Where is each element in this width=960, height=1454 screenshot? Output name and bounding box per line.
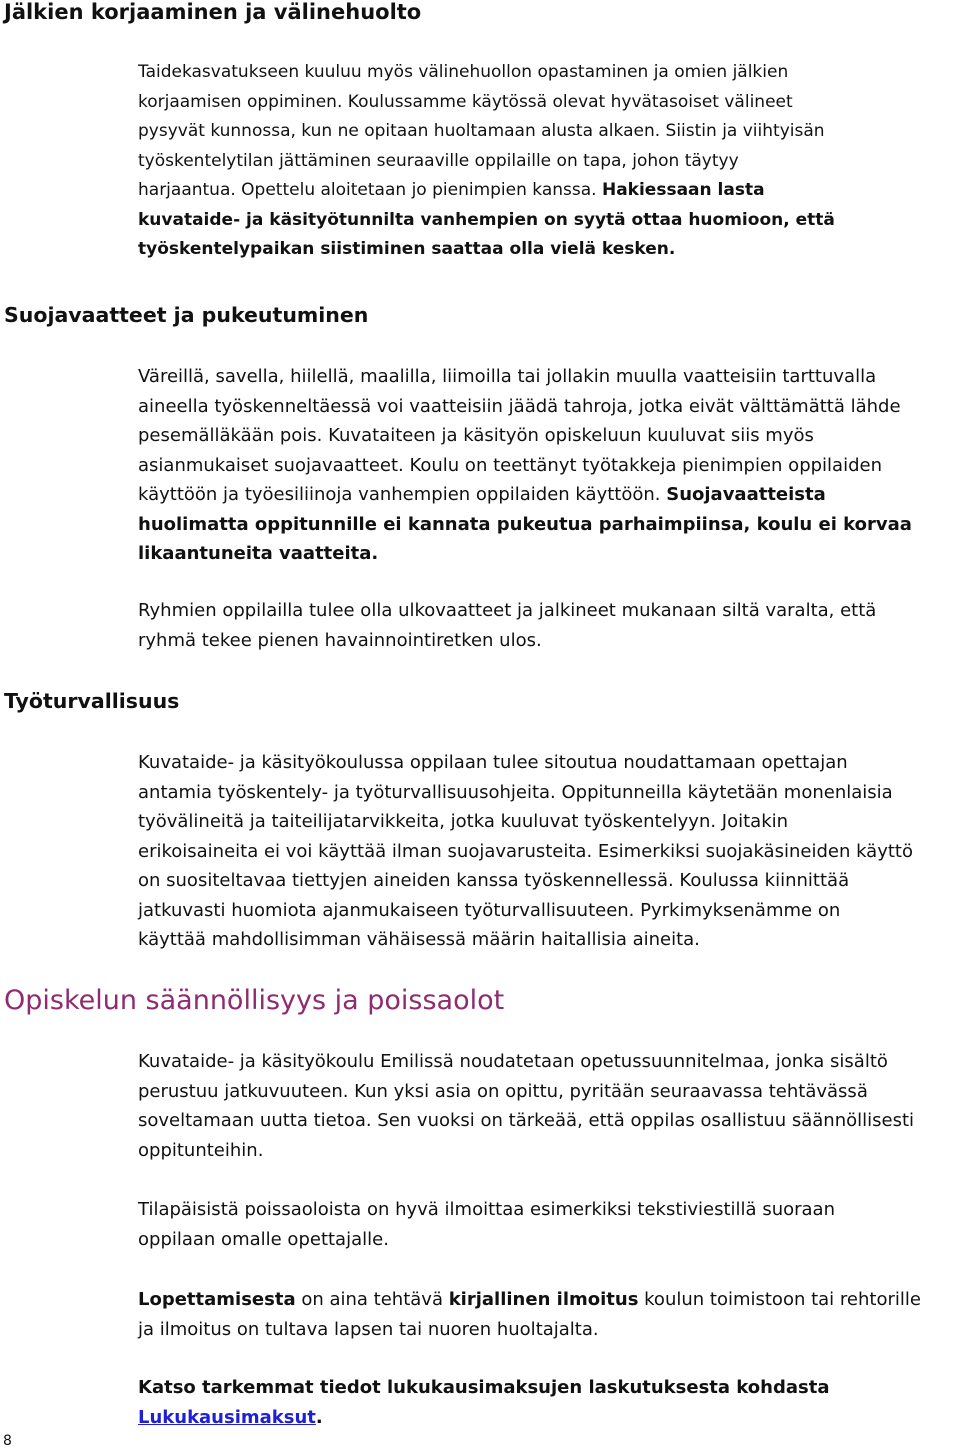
section4-paragraph-2 bbox=[138, 1195, 960, 1254]
section4-paragraph-1 bbox=[138, 1047, 960, 1165]
text-line: on suositeltavaa tiettyjen aineiden kanssa työskennellessä. Koulussa kiinnittää bbox=[138, 870, 850, 891]
text-line: Tilapäisistä poissaoloista on hyvä ilmoittaa esimerkiksi tekstiviestillä suoraan bbox=[138, 1199, 835, 1220]
text-line: erikoisaineita ei voi käyttää ilman suojavarusteita. Esimerkiksi suojakäsineiden käyttö bbox=[138, 840, 913, 862]
text-line: jatkuvasti huomiota ajanmukaiseen työturvallisuuteen. Pyrkimyksenämme on bbox=[138, 899, 841, 921]
text-run: käyttöön ja työesiliinoja vanhempien oppilaiden käyttöön. bbox=[138, 484, 661, 505]
text-line: Kuvataide- ja käsityökoulu Emilissä noudatetaan opetussuunnitelmaa, jonka sisältö bbox=[138, 1051, 888, 1072]
page-number: 8 bbox=[3, 1433, 12, 1449]
text-line bbox=[138, 176, 960, 206]
bold-notice: Suojavaatteista bbox=[666, 484, 826, 505]
bold-term: Lopettamisesta bbox=[138, 1289, 296, 1310]
section-title-suojavaatteet: Suojavaatteet ja pukeutuminen bbox=[4, 303, 369, 327]
section4-paragraph-4 bbox=[138, 1373, 960, 1432]
text-line: työskentelytilan jättäminen seuraaville oppilaille on tapa, johon täytyy bbox=[138, 150, 739, 171]
section2-paragraph-2 bbox=[138, 596, 960, 655]
text-line: työvälineitä ja taiteilijatarvikkeita, jotka kuuluvat työskentelyyn. Joitakin bbox=[138, 811, 789, 832]
bold-text: Katso tarkemmat tiedot lukukausimaksujen laskutuksesta kohdasta bbox=[138, 1377, 830, 1398]
text-line: pysyvät kunnossa, kun ne opitaan huoltamaan alusta alkaen. Siistin ja viihtyisän bbox=[138, 121, 825, 141]
text-line: oppilaan omalle opettajalle. bbox=[138, 1228, 389, 1250]
text-run: harjaantua. Opettelu aloitetaan jo pienimpien kanssa. bbox=[138, 180, 597, 200]
text-line bbox=[138, 1285, 960, 1315]
text-line: perustuu jatkuvuuteen. Kun yksi asia on opittu, pyritään seuraavassa tehtävässä bbox=[138, 1080, 868, 1102]
section1-paragraph bbox=[138, 58, 960, 265]
text-line: soveltamaan uutta tietoa. Sen vuoksi on tärkeää, että oppilas osallistuu säännöllisesti bbox=[138, 1110, 915, 1131]
text-line: ja ilmoitus on tultava lapsen tai nuoren huoltajalta. bbox=[138, 1318, 599, 1340]
section4-paragraph-3 bbox=[138, 1285, 960, 1344]
lukukausimaksut-link[interactable]: Lukukausimaksut bbox=[138, 1406, 316, 1428]
bold-notice: huolimatta oppitunnille ei kannata pukeutua parhaimpiinsa, koulu ei korvaa bbox=[138, 513, 912, 535]
bold-notice: Hakiessaan lasta bbox=[601, 180, 765, 200]
text-line: ryhmä tekee pienen havainnointiretken ulos. bbox=[138, 629, 542, 651]
section2-paragraph-1 bbox=[138, 362, 960, 569]
section3-paragraph bbox=[138, 748, 960, 955]
text-line bbox=[138, 235, 960, 265]
bold-term: kirjallinen ilmoitus bbox=[448, 1289, 639, 1310]
text-line bbox=[138, 539, 960, 569]
bold-notice: kuvataide- ja käsityötunnilta vanhempien on syytä ottaa huomioon, että bbox=[138, 209, 835, 230]
text-line: käyttää mahdollisimman vähäisessä määrin haitallisia aineita. bbox=[138, 929, 700, 950]
text-line bbox=[138, 480, 960, 510]
text-run: koulun toimistoon tai rehtorille bbox=[638, 1289, 921, 1310]
bold-notice: likaantuneita vaatteita. bbox=[138, 543, 379, 564]
text-line: aineella työskenneltäessä voi vaatteisiin jäädä tahroja, jotka eivät välttämättä lähde bbox=[138, 395, 901, 417]
text-line bbox=[138, 1403, 960, 1433]
text-run: . bbox=[315, 1406, 323, 1428]
text-line: antamia työskentely- ja työturvallisuusohjeita. Oppitunneilla käytetään monenlaisia bbox=[138, 781, 893, 803]
text-line bbox=[138, 1373, 960, 1403]
text-line: pesemälläkään pois. Kuvataiteen ja käsityön opiskeluun kuuluvat siis myös bbox=[138, 425, 814, 446]
text-line: asianmukaiset suojavaatteet. Koulu on teettänyt työtakkeja pienimpien oppilaiden bbox=[138, 454, 882, 476]
section-title-tyoturvallisuus: Työturvallisuus bbox=[4, 689, 180, 713]
text-line: Väreillä, savella, hiilellä, maalilla, liimoilla tai jollakin muulla vaatteisiin tarttuvalla bbox=[138, 366, 877, 387]
section-title-jalkien-korjaaminen: Jälkien korjaaminen ja välinehuolto bbox=[4, 0, 422, 24]
text-line bbox=[138, 206, 960, 236]
bold-notice: työskentelypaikan siistiminen saattaa olla vielä kesken. bbox=[138, 239, 676, 259]
section-title-opiskelun-saannollisyys: Opiskelun säännöllisyys ja poissaolot bbox=[4, 985, 505, 1016]
text-run: on aina tehtävä bbox=[295, 1289, 449, 1310]
text-line: oppitunteihin. bbox=[138, 1139, 264, 1161]
text-line: Taidekasvatukseen kuuluu myös välinehuollon opastaminen ja omien jälkien bbox=[138, 62, 789, 82]
text-line: Ryhmien oppilailla tulee olla ulkovaatteet ja jalkineet mukanaan siltä varalta, että bbox=[138, 600, 877, 621]
text-line bbox=[138, 510, 960, 540]
text-line: korjaamisen oppiminen. Koulussamme käytössä olevat hyvätasoiset välineet bbox=[138, 91, 793, 112]
text-line: Kuvataide- ja käsityökoulussa oppilaan tulee sitoutua noudattamaan opettajan bbox=[138, 752, 848, 773]
